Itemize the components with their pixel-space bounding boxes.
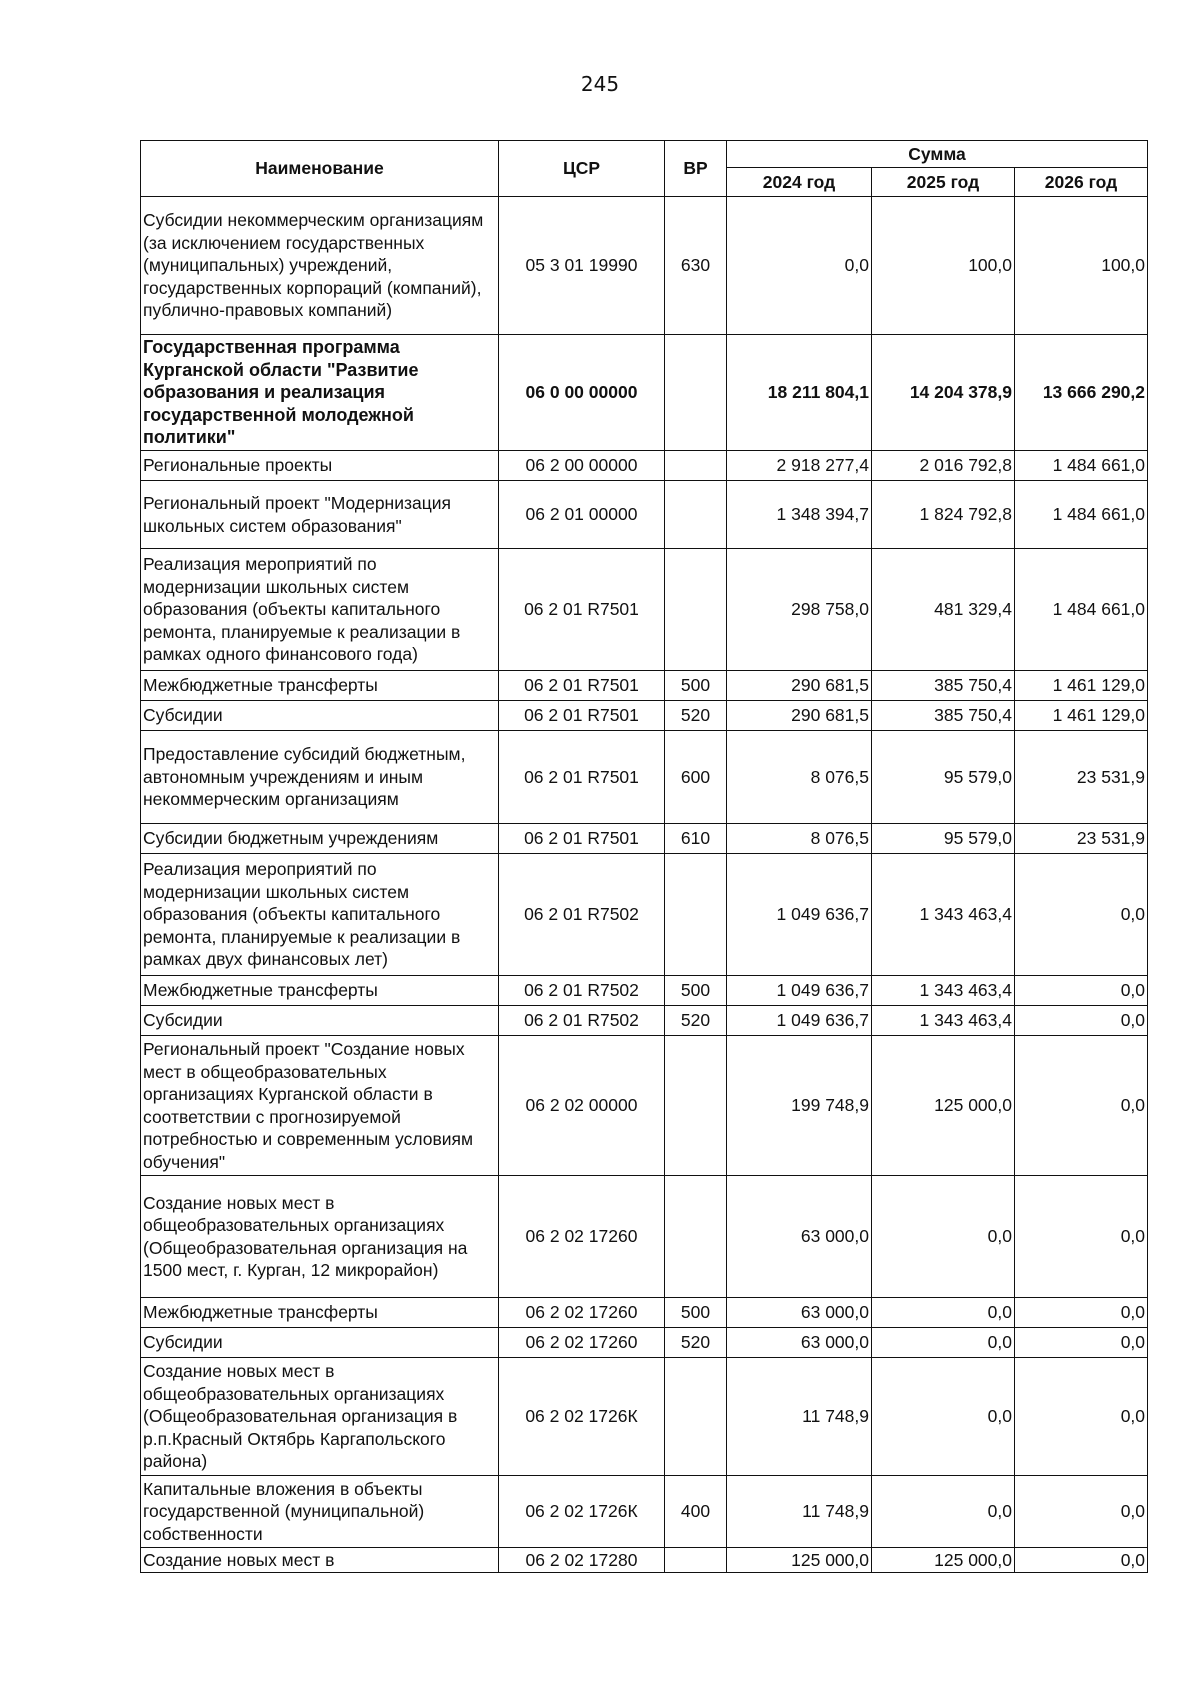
row-2024: 1 049 636,7 xyxy=(727,976,872,1006)
table-row xyxy=(141,1328,1148,1358)
row-2025: 481 329,4 xyxy=(872,549,1015,671)
row-csr: 06 2 01 R7501 xyxy=(499,824,665,854)
table-row xyxy=(141,854,1148,976)
row-2026: 0,0 xyxy=(1015,1358,1148,1476)
header-2025: 2025 год xyxy=(872,168,1015,197)
table-row-program xyxy=(141,335,1148,451)
row-2024: 290 681,5 xyxy=(727,671,872,701)
row-name: Региональные проекты xyxy=(141,451,499,481)
row-2025: 1 343 463,4 xyxy=(872,854,1015,976)
row-vr: 630 xyxy=(665,197,727,335)
row-name: Создание новых мест в общеобразовательных организациях (Общеобразовательная организация в р.п.Красный Октябрь Каргапольского района) xyxy=(141,1358,499,1476)
row-vr: 500 xyxy=(665,1298,727,1328)
table-row xyxy=(141,1548,1148,1573)
row-name: Государственная программа Курганской области "Развитие образования и реализация государственной молодежной политики" xyxy=(141,335,499,451)
row-vr: 400 xyxy=(665,1476,727,1548)
table-row xyxy=(141,701,1148,731)
table-row xyxy=(141,1176,1148,1298)
row-vr xyxy=(665,451,727,481)
row-csr: 06 2 02 17280 xyxy=(499,1548,665,1573)
row-2025: 0,0 xyxy=(872,1358,1015,1476)
row-2024: 125 000,0 xyxy=(727,1548,872,1573)
row-csr: 05 3 01 19990 xyxy=(499,197,665,335)
row-csr: 06 2 02 00000 xyxy=(499,1036,665,1176)
row-csr: 06 2 01 R7501 xyxy=(499,549,665,671)
row-2024: 298 758,0 xyxy=(727,549,872,671)
row-2024: 63 000,0 xyxy=(727,1298,872,1328)
row-name: Капитальные вложения в объекты государственной (муниципальной) собственности xyxy=(141,1476,499,1548)
header-vr: ВР xyxy=(665,141,727,197)
budget-table xyxy=(140,140,1148,1573)
table-row xyxy=(141,824,1148,854)
row-vr xyxy=(665,1036,727,1176)
row-2025: 95 579,0 xyxy=(872,824,1015,854)
row-2026: 0,0 xyxy=(1015,976,1148,1006)
row-name: Субсидии xyxy=(141,701,499,731)
row-2024: 18 211 804,1 xyxy=(727,335,872,451)
row-2026: 1 461 129,0 xyxy=(1015,671,1148,701)
header-csr: ЦСР xyxy=(499,141,665,197)
row-name: Субсидии бюджетным учреждениям xyxy=(141,824,499,854)
row-2026: 1 484 661,0 xyxy=(1015,481,1148,549)
row-csr: 06 2 01 R7501 xyxy=(499,701,665,731)
row-vr: 520 xyxy=(665,1006,727,1036)
row-vr: 520 xyxy=(665,1328,727,1358)
header-name: Наименование xyxy=(141,141,499,197)
row-vr xyxy=(665,1358,727,1476)
row-vr: 610 xyxy=(665,824,727,854)
row-2024: 290 681,5 xyxy=(727,701,872,731)
row-vr xyxy=(665,549,727,671)
row-2025: 1 343 463,4 xyxy=(872,976,1015,1006)
row-2024: 8 076,5 xyxy=(727,731,872,824)
row-csr: 06 2 02 17260 xyxy=(499,1176,665,1298)
row-vr: 600 xyxy=(665,731,727,824)
row-2024: 1 348 394,7 xyxy=(727,481,872,549)
row-2026: 1 484 661,0 xyxy=(1015,549,1148,671)
row-name: Региональный проект "Модернизация школьных систем образования" xyxy=(141,481,499,549)
row-name: Региональный проект "Создание новых мест в общеобразовательных организациях Курганской области в соответствии с прогнозируемой потребностью и современным условиям обучения" xyxy=(141,1036,499,1176)
row-2025: 95 579,0 xyxy=(872,731,1015,824)
row-2026: 0,0 xyxy=(1015,1298,1148,1328)
table-row xyxy=(141,481,1148,549)
row-csr: 06 2 02 1726К xyxy=(499,1358,665,1476)
row-vr: 500 xyxy=(665,671,727,701)
row-2024: 11 748,9 xyxy=(727,1358,872,1476)
row-2024: 199 748,9 xyxy=(727,1036,872,1176)
row-2026: 0,0 xyxy=(1015,1006,1148,1036)
row-vr xyxy=(665,854,727,976)
row-2024: 8 076,5 xyxy=(727,824,872,854)
row-2025: 125 000,0 xyxy=(872,1548,1015,1573)
row-2026: 0,0 xyxy=(1015,1176,1148,1298)
table-row xyxy=(141,1298,1148,1328)
row-vr xyxy=(665,481,727,549)
row-name: Реализация мероприятий по модернизации школьных систем образования (объекты капитального ремонта, планируемые к реализации в рамках одного финансового года) xyxy=(141,549,499,671)
table-row xyxy=(141,976,1148,1006)
row-vr xyxy=(665,335,727,451)
row-csr: 06 2 00 00000 xyxy=(499,451,665,481)
table-row xyxy=(141,1036,1148,1176)
table-row xyxy=(141,451,1148,481)
row-2024: 11 748,9 xyxy=(727,1476,872,1548)
row-name: Межбюджетные трансферты xyxy=(141,976,499,1006)
row-2024: 1 049 636,7 xyxy=(727,854,872,976)
row-2026: 0,0 xyxy=(1015,1476,1148,1548)
row-2026: 0,0 xyxy=(1015,854,1148,976)
row-csr: 06 2 01 R7502 xyxy=(499,1006,665,1036)
row-name: Субсидии некоммерческим организациям (за исключением государственных (муниципальных) учреждений, государственных корпораций (компаний), публично-правовых компаний) xyxy=(141,197,499,335)
table-row xyxy=(141,1476,1148,1548)
row-2025: 0,0 xyxy=(872,1298,1015,1328)
row-name: Предоставление субсидий бюджетным, автономным учреждениям и иным некоммерческим организациям xyxy=(141,731,499,824)
row-csr: 06 2 01 R7501 xyxy=(499,671,665,701)
row-csr: 06 2 01 R7501 xyxy=(499,731,665,824)
row-2026: 13 666 290,2 xyxy=(1015,335,1148,451)
row-vr xyxy=(665,1176,727,1298)
row-vr xyxy=(665,1548,727,1573)
row-2026: 0,0 xyxy=(1015,1036,1148,1176)
row-2025: 125 000,0 xyxy=(872,1036,1015,1176)
row-csr: 06 2 01 R7502 xyxy=(499,976,665,1006)
row-name: Создание новых мест в xyxy=(141,1548,499,1573)
row-csr: 06 2 01 00000 xyxy=(499,481,665,549)
header-2024: 2024 год xyxy=(727,168,872,197)
row-2026: 1 484 661,0 xyxy=(1015,451,1148,481)
row-name: Создание новых мест в общеобразовательных организациях (Общеобразовательная организация на 1500 мест, г. Курган, 12 микрорайон) xyxy=(141,1176,499,1298)
row-vr: 500 xyxy=(665,976,727,1006)
row-csr: 06 2 02 17260 xyxy=(499,1328,665,1358)
table-row xyxy=(141,731,1148,824)
row-2025: 0,0 xyxy=(872,1176,1015,1298)
table-row xyxy=(141,549,1148,671)
row-2026: 1 461 129,0 xyxy=(1015,701,1148,731)
row-2026: 0,0 xyxy=(1015,1548,1148,1573)
row-name: Реализация мероприятий по модернизации школьных систем образования (объекты капитального ремонта, планируемые к реализации в рамках двух финансовых лет) xyxy=(141,854,499,976)
row-name: Субсидии xyxy=(141,1328,499,1358)
row-name: Субсидии xyxy=(141,1006,499,1036)
row-2025: 1 343 463,4 xyxy=(872,1006,1015,1036)
row-2025: 14 204 378,9 xyxy=(872,335,1015,451)
table-row xyxy=(141,1358,1148,1476)
row-csr: 06 0 00 00000 xyxy=(499,335,665,451)
row-2025: 0,0 xyxy=(872,1476,1015,1548)
row-2024: 63 000,0 xyxy=(727,1176,872,1298)
table-row xyxy=(141,197,1148,335)
row-csr: 06 2 02 17260 xyxy=(499,1298,665,1328)
row-name: Межбюджетные трансферты xyxy=(141,1298,499,1328)
row-2026: 100,0 xyxy=(1015,197,1148,335)
row-2025: 385 750,4 xyxy=(872,671,1015,701)
table-row xyxy=(141,1006,1148,1036)
row-2024: 2 918 277,4 xyxy=(727,451,872,481)
row-2025: 100,0 xyxy=(872,197,1015,335)
row-2024: 0,0 xyxy=(727,197,872,335)
row-name: Межбюджетные трансферты xyxy=(141,671,499,701)
header-row-1 xyxy=(141,141,1148,168)
row-2025: 0,0 xyxy=(872,1328,1015,1358)
header-sum: Сумма xyxy=(727,141,1148,168)
page-number: 245 xyxy=(580,72,620,96)
row-2025: 1 824 792,8 xyxy=(872,481,1015,549)
row-2026: 23 531,9 xyxy=(1015,824,1148,854)
table-row xyxy=(141,671,1148,701)
row-vr: 520 xyxy=(665,701,727,731)
row-2025: 385 750,4 xyxy=(872,701,1015,731)
row-csr: 06 2 02 1726К xyxy=(499,1476,665,1548)
row-2025: 2 016 792,8 xyxy=(872,451,1015,481)
row-2024: 63 000,0 xyxy=(727,1328,872,1358)
row-2024: 1 049 636,7 xyxy=(727,1006,872,1036)
row-csr: 06 2 01 R7502 xyxy=(499,854,665,976)
row-2026: 0,0 xyxy=(1015,1328,1148,1358)
header-2026: 2026 год xyxy=(1015,168,1148,197)
row-2026: 23 531,9 xyxy=(1015,731,1148,824)
